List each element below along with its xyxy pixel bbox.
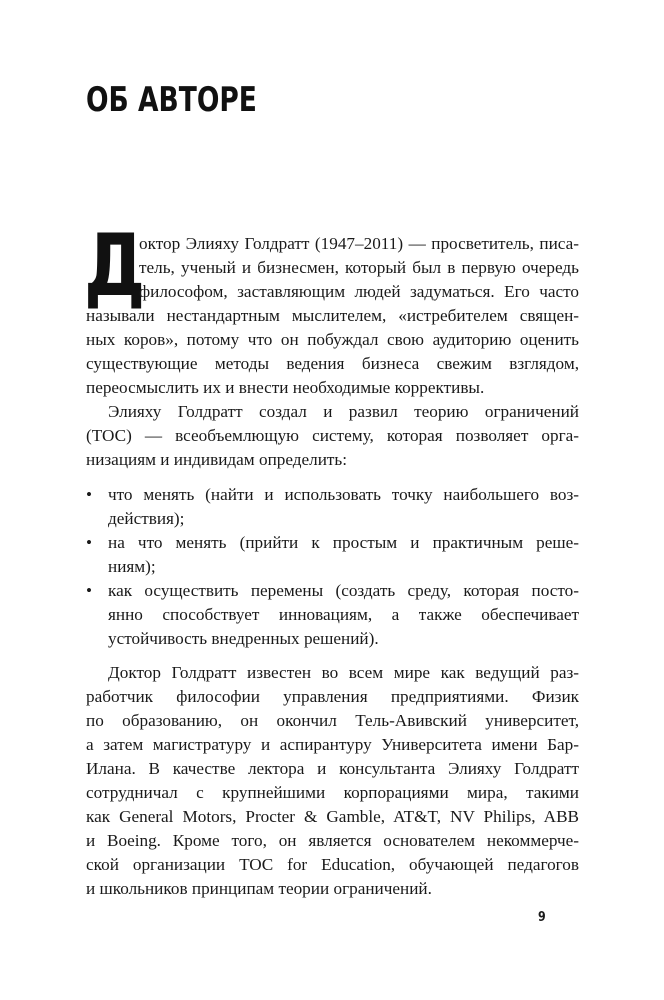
text-line: действия); [108, 509, 185, 528]
text-line: как General Motors, Procter & Gamble, AT&T, NV Philips, ABB [86, 807, 579, 826]
text-line: работчик философии управления предприятиями. Физик [86, 687, 579, 706]
text-line: (ТОС) — всеобъемлющую систему, которая позволяет орга- [86, 426, 579, 445]
text-line: Элияху Голдратт создал и развил теорию ограничений [108, 402, 579, 421]
text-line: тель, ученый и бизнесмен, который был в первую очередь [139, 258, 579, 277]
text-line: и школьников принципам теории ограничений. [86, 879, 432, 898]
text-line: переосмыслить их и внести необходимые коррективы. [86, 378, 485, 397]
text-line: и Boeing. Кроме того, он является основателем некоммерче- [86, 831, 579, 850]
text-line: ных коров», потому что он побуждал свою аудиторию оценить [86, 330, 579, 349]
bullet-marker: • [86, 485, 93, 504]
text-line: ниям); [108, 557, 156, 576]
text-line: как осуществить перемены (создать среду, которая посто- [108, 581, 579, 600]
text-line: что менять (найти и использовать точку наибольшего воз- [108, 485, 579, 504]
text-line: низациям и индивидам определить: [86, 450, 348, 469]
text-line: октор Элияху Голдратт (1947–2011) — просветитель, писа- [139, 234, 579, 253]
text-line: называли нестандартным мыслителем, «истребителем священ- [86, 306, 579, 325]
text-line: Илана. В качестве лектора и консультанта Элияху Голдратт [86, 759, 579, 778]
bullet-marker: • [86, 581, 93, 600]
text-line: устойчивость внедренных решений). [108, 629, 379, 648]
text-line: на что менять (прийти к простым и практичным реше- [108, 533, 579, 552]
text-line: сотрудничал с крупнейшими корпорациями мира, такими [86, 783, 579, 802]
text-line: философом, заставляющим людей задуматься. Его часто [139, 282, 579, 301]
bullet-marker: • [86, 533, 93, 552]
text-line: существующие методы ведения бизнеса свежим взглядом, [86, 354, 579, 373]
text-line: по образованию, он окончил Тель-Авивский университет, [86, 711, 579, 730]
page-title: ОБ АВТОРЕ [86, 80, 257, 120]
text-line: ской организации TOC for Education, обучающей педагогов [86, 855, 579, 874]
text-line: а затем магистратуру и аспирантуру Университета имени Бар- [86, 735, 579, 754]
drop-cap: Д [84, 216, 146, 316]
page-number: 9 [538, 910, 546, 925]
text-line: янно способствует инновациям, а также обеспечивает [108, 605, 579, 624]
text-line: Доктор Голдратт известен во всем мире как ведущий раз- [108, 663, 579, 682]
